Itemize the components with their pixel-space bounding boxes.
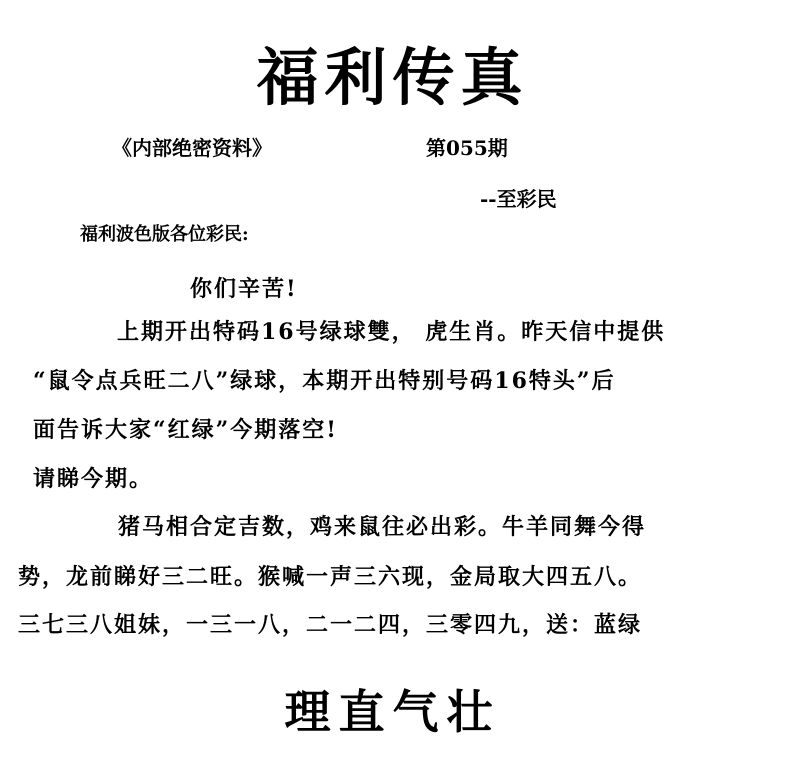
body-line-2: “鼠令点兵旺二八”绿球，本期开出特别号码16特头”后	[33, 368, 616, 394]
body-line-1: 上期开出特码16号绿球雙， 虎生肖。昨天信中提供	[117, 319, 666, 345]
salutation: 福利波色版各位彩民:	[80, 224, 249, 245]
footer-slogan: 理直气壮	[284, 685, 501, 739]
source-label: 《内部绝密资料》	[112, 136, 272, 160]
body-line-7: 三七三八姐妹，一三一八，二一二四，三零四九，送：蓝绿	[18, 612, 643, 638]
body-line-5: 猪马相合定吉数，鸡来鼠往必出彩。牛羊同舞今得	[118, 514, 647, 540]
body-line-3: 面告诉大家“红绿”今期落空!	[33, 417, 338, 443]
body-line-6: 势，龙前睇好三二旺。猴喊一声三六现，金局取大四五八。	[18, 564, 643, 590]
issue-number: 第055期	[426, 136, 508, 160]
document-title: 福利传真	[256, 41, 529, 114]
greeting: 你们辛苦!	[190, 276, 298, 302]
body-line-4: 请睇今期。	[33, 466, 154, 492]
author-line: --至彩民	[480, 187, 557, 211]
